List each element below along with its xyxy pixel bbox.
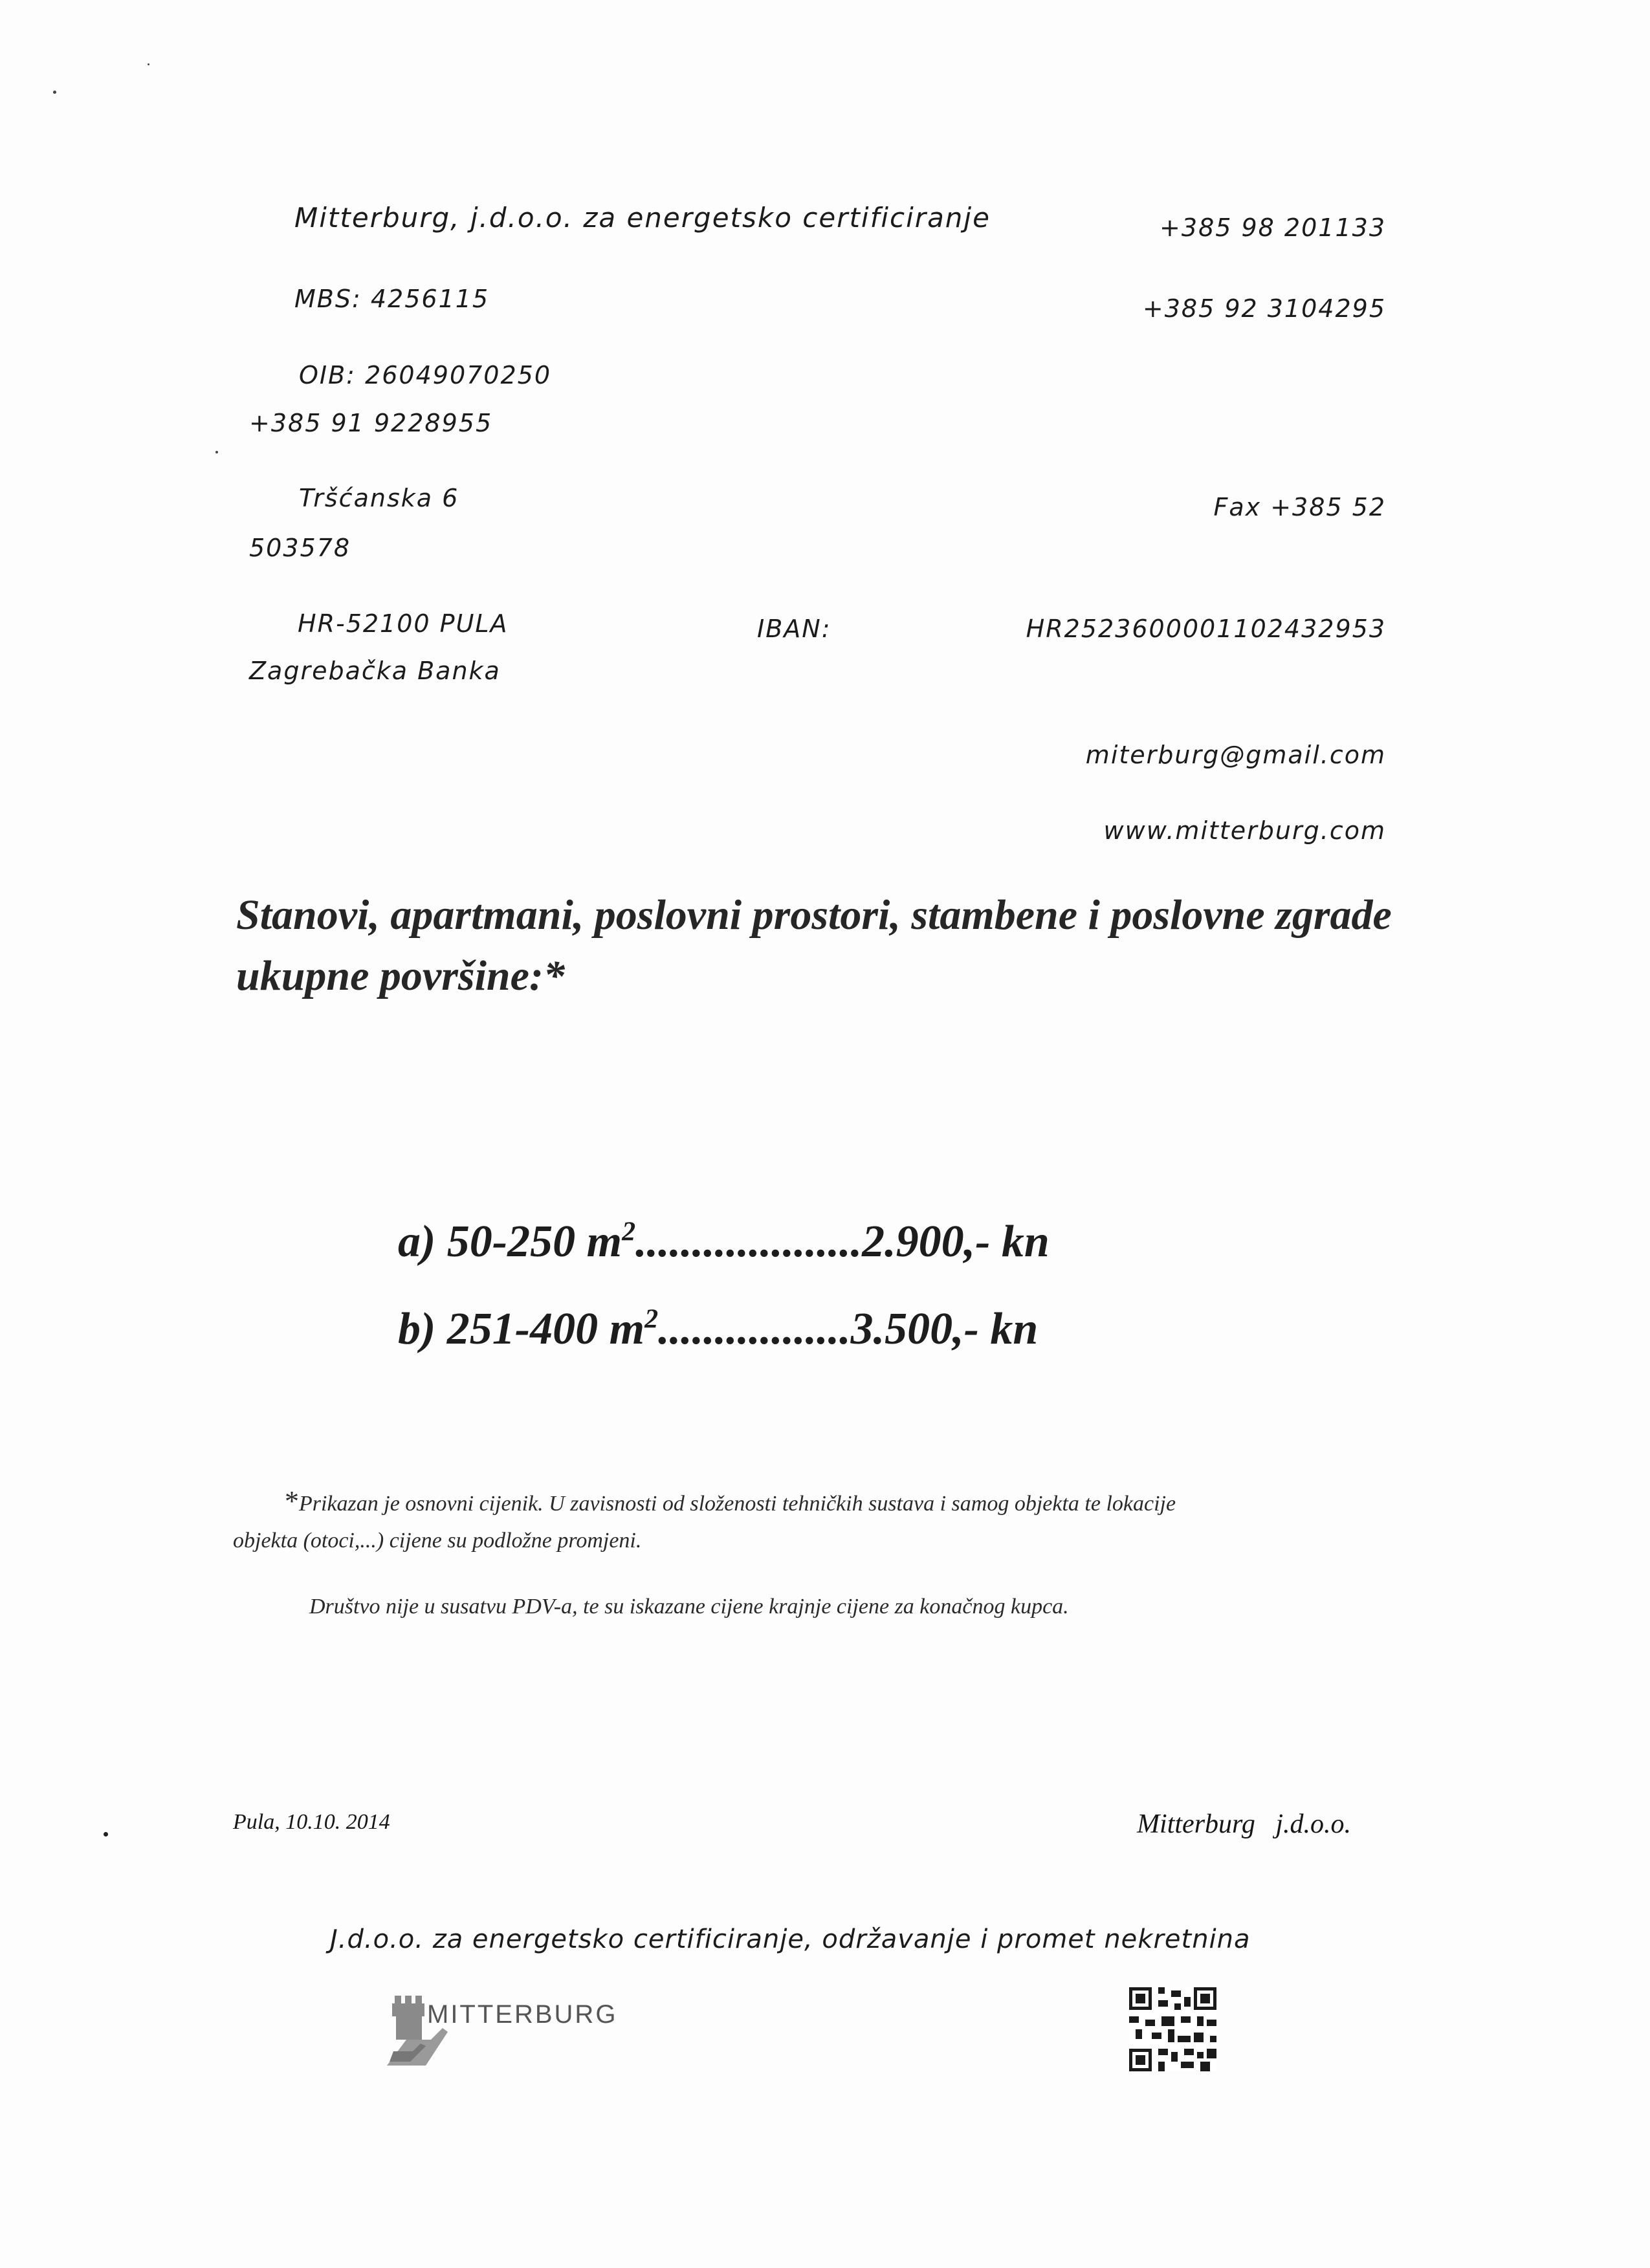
scan-speck [104,1832,108,1837]
phone-3: +385 91 9228955 [249,409,493,437]
note-line-3: Društvo nije u susatvu PDV-a, te su iskazane cijene krajnje cijene za konačnog kupca. [309,1595,1069,1619]
street-address: Tršćanska 6 [299,484,459,512]
scan-speck [148,63,149,65]
iban-label: IBAN: [757,615,831,643]
iban-number: HR2523600001102432953 [1026,615,1386,643]
price-b-value: 3.500,- kn [850,1304,1039,1354]
fax-number: Fax +385 52 [1213,493,1386,521]
price-a-label: a) 50-250 m [398,1217,622,1267]
price-line-a [398,1216,1050,1268]
note-line-1-text: Prikazan je osnovni cijenik. U zavisnosti od složenosti tehničkih sustava i samog objekta te lokacije [299,1492,1176,1516]
website: www.mitterburg.com [1103,816,1386,845]
price-b-dots: ................. [658,1304,851,1354]
price-line-b [398,1303,1038,1355]
price-a-value: 2.900,- kn [862,1217,1050,1267]
price-a-dots: .................... [635,1217,863,1267]
price-b-unit-sup: 2 [644,1304,659,1335]
qr-code[interactable] [1129,1987,1216,2071]
email-address: miterburg@gmail.com [1085,741,1386,769]
note-line-2: objekta (otoci,...) cijene su podložne promjeni. [233,1529,642,1553]
note-asterisk: * [285,1485,299,1517]
phone-2: +385 92 3104295 [1142,294,1386,323]
bank-name: Zagrebačka Banka [249,657,501,685]
footer-tagline: J.d.o.o. za energetsko certificiranje, održavanje i promet nekretnina [330,1925,1251,1954]
logo-text: MITTERBURG [427,2000,618,2029]
phone-1: +385 98 201133 [1160,213,1386,242]
page-headline: Stanovi, apartmani, poslovni prostori, stambene i poslovne zgrade ukupne površine:* [236,891,1392,999]
signoff-company: Mitterburg j.d.o.o. [1137,1809,1351,1839]
fax-number-cont: 503578 [249,534,351,562]
note-line-1 [285,1485,1176,1518]
scan-speck [215,451,218,453]
oib-number: OIB: 26049070250 [299,361,552,389]
price-b-label: b) 251-400 m [398,1304,645,1354]
city-address: HR-52100 PULA [298,609,509,638]
scan-speck [53,91,56,94]
company-name: Mitterburg, j.d.o.o. za energetsko certificiranje [294,202,991,234]
mbs-number: MBS: 4256115 [294,285,490,313]
place-date: Pula, 10.10. 2014 [233,1810,390,1834]
price-a-unit-sup: 2 [622,1217,636,1247]
